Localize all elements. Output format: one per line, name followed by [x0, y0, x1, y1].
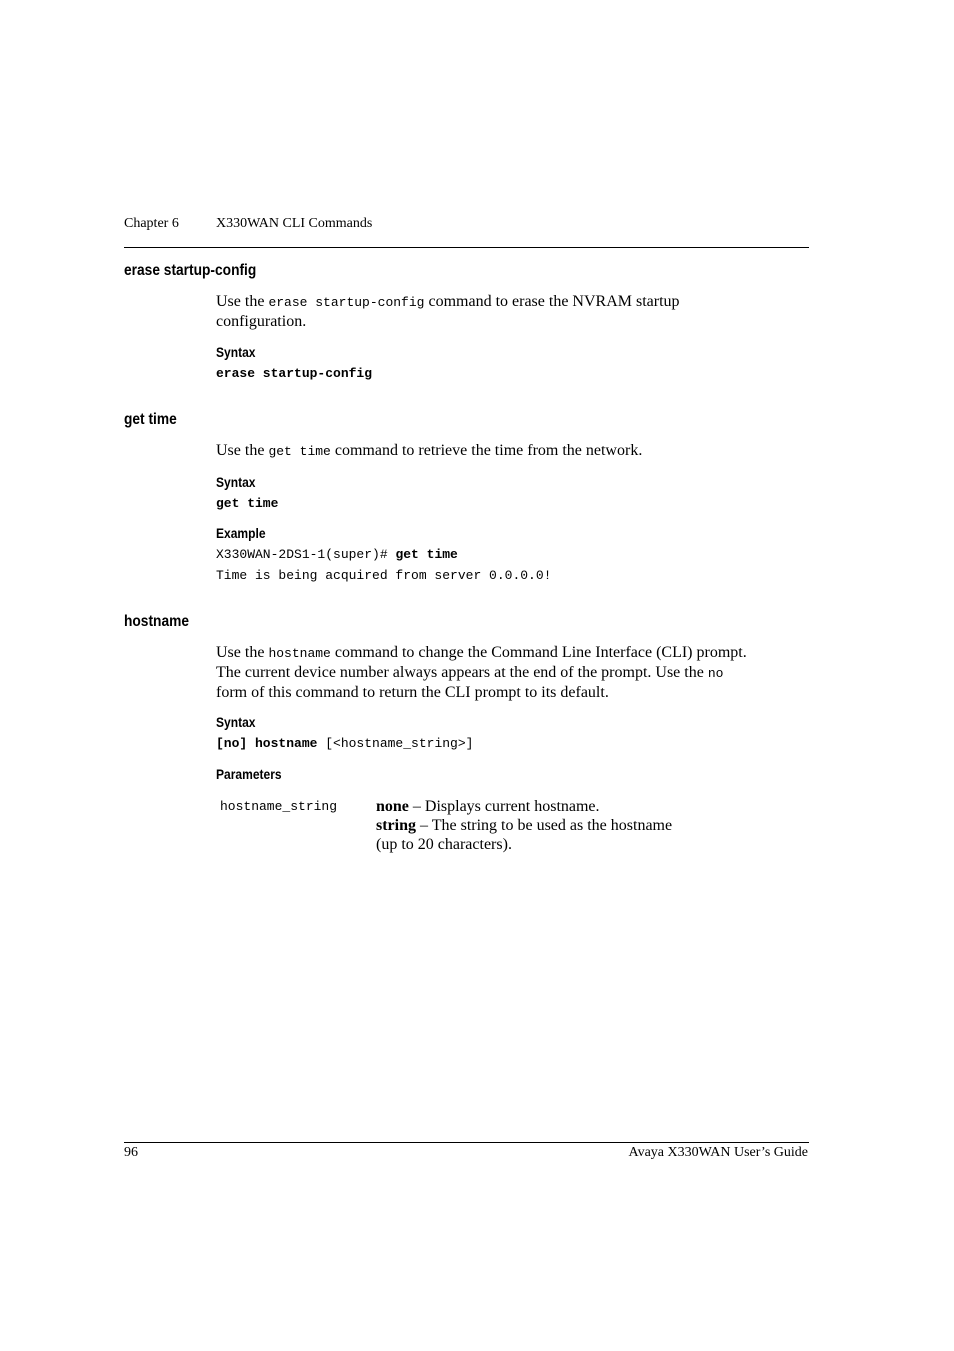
section-title-hostname: hostname	[124, 613, 189, 630]
get-time-example-output: Time is being acquired from server 0.0.0.0!	[216, 568, 552, 583]
footer-page-number: 96	[124, 1145, 138, 1160]
erase-desc-code: erase startup-config	[268, 295, 425, 310]
param-string-bold: string	[376, 817, 416, 834]
section-title-erase-startup-config: erase startup-config	[124, 262, 257, 279]
param-string-text: – The string to be used as the hostname	[416, 817, 673, 834]
header-rule	[124, 247, 809, 248]
section-title-get-time: get time	[124, 411, 177, 428]
erase-description	[216, 292, 816, 331]
param-none-bold: none	[376, 798, 409, 815]
header-chapter: Chapter 6	[124, 216, 179, 231]
erase-syntax-label: Syntax	[216, 344, 256, 360]
hostname-desc-post: command to change the Command Line Interface (CLI) prompt.	[330, 644, 747, 661]
get-time-example-line	[216, 547, 458, 562]
get-time-description	[216, 441, 816, 461]
hostname-syntax	[216, 736, 473, 751]
erase-desc-pre: Use the	[216, 293, 269, 310]
footer-guide-title: Avaya X330WAN User’s Guide	[628, 1145, 808, 1160]
hostname-desc-pre: Use the	[216, 644, 269, 661]
header-chapter-title: X330WAN CLI Commands	[216, 216, 373, 231]
example-prompt: X330WAN-2DS1-1(super)#	[216, 547, 396, 562]
hostname-syntax-label: Syntax	[216, 714, 256, 730]
hostname-desc-no-code: no	[707, 666, 724, 681]
get-time-desc-code: get time	[268, 444, 331, 459]
get-time-desc-post: command to retrieve the time from the network.	[330, 442, 643, 459]
example-command: get time	[395, 547, 458, 562]
hostname-desc-line3: form of this command to return the CLI prompt to its default.	[216, 684, 609, 701]
erase-desc-line2: configuration.	[216, 313, 307, 330]
hostname-parameters-label: Parameters	[216, 766, 282, 782]
hostname-desc-code: hostname	[268, 646, 331, 661]
get-time-example-label: Example	[216, 525, 266, 541]
param-string-line2: (up to 20 characters).	[376, 836, 512, 853]
get-time-syntax-label: Syntax	[216, 474, 256, 490]
erase-syntax: erase startup-config	[216, 366, 373, 381]
hostname-description	[216, 643, 816, 702]
get-time-syntax: get time	[216, 496, 279, 511]
hostname-syntax-arg: [<hostname_string>]	[317, 736, 474, 751]
hostname-syntax-bold: [no] hostname	[216, 736, 318, 751]
footer-rule	[124, 1142, 809, 1143]
hostname-desc-line2: The current device number always appears at the end of the prompt. Use the	[216, 664, 708, 681]
erase-desc-post: command to erase the NVRAM startup	[424, 293, 680, 310]
param-none-text: – Displays current hostname.	[408, 798, 600, 815]
get-time-desc-pre: Use the	[216, 442, 269, 459]
param-description	[376, 797, 796, 854]
param-name: hostname_string	[220, 799, 338, 814]
